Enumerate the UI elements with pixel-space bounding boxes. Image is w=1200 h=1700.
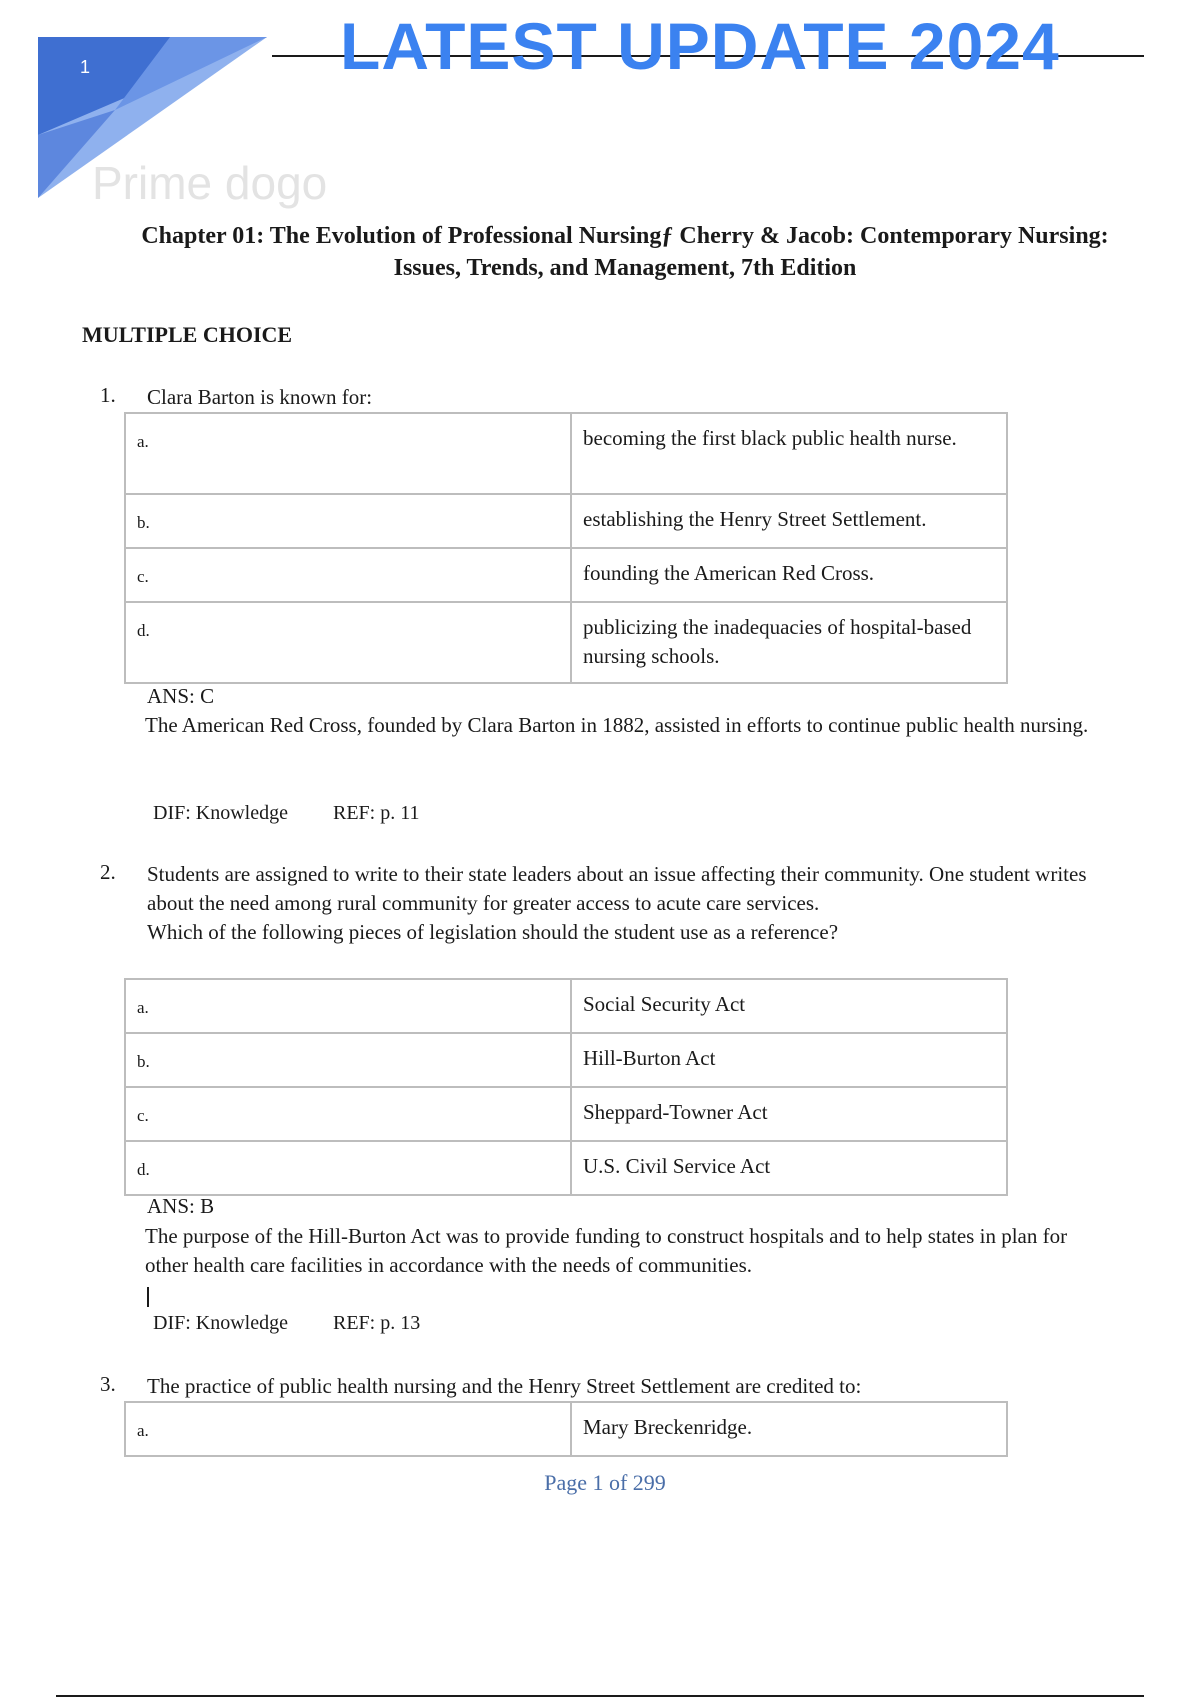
question-2-stem: Students are assigned to write to their state leaders about an issue affecting their community. One student writes about the need among rural community for greater access to acute care services. (147, 862, 1087, 915)
choice-row[interactable] (125, 548, 1007, 602)
question-2-number: 2. (100, 860, 116, 884)
question-1-rationale: The American Red Cross, founded by Clara Barton in 1882, assisted in efforts to continue public health nursing. (145, 713, 1089, 737)
question-1-answer: ANS: C (147, 684, 215, 708)
choice-text: U.S. Civil Service Act (571, 1141, 1007, 1195)
question-2-prompt: Which of the following pieces of legislation should the student use as a reference? (147, 920, 839, 944)
choice-text: Mary Breckenridge. (571, 1402, 1007, 1456)
choice-text: becoming the first black public health nurse. (571, 413, 1007, 494)
question-2-answer: ANS: B (147, 1194, 215, 1218)
brand-watermark: Prime dogo (92, 157, 328, 209)
bottom-rule (56, 1695, 1144, 1697)
question-1-text (147, 383, 1097, 412)
question-2-meta (153, 1312, 420, 1335)
choice-row[interactable] (125, 602, 1007, 683)
difficulty-label: DIF: Knowledge (153, 1312, 288, 1334)
difficulty-label: DIF: Knowledge (153, 802, 288, 824)
choice-text: Sheppard-Towner Act (571, 1087, 1007, 1141)
choice-text: founding the American Red Cross. (571, 548, 1007, 602)
choice-letter: c. (125, 548, 571, 602)
page-number-badge: 1 (80, 57, 91, 77)
choice-letter: b. (125, 1033, 571, 1087)
banner-title: LATEST UPDATE 2024 (340, 9, 1060, 83)
question-3-choices (124, 1401, 1008, 1457)
choice-row[interactable] (125, 1087, 1007, 1141)
choice-letter: c. (125, 1087, 571, 1141)
question-1-stem: Clara Barton is known for: (147, 385, 373, 409)
question-2-rationale: The purpose of the Hill-Burton Act was to provide funding to construct hospitals and to help states in plan for other health care facilities in accordance with the needs of communities. (145, 1224, 1068, 1277)
question-3-number: 3. (100, 1372, 116, 1396)
choice-text: Hill-Burton Act (571, 1033, 1007, 1087)
choice-row[interactable] (125, 413, 1007, 494)
choice-letter: d. (125, 602, 571, 683)
question-1-choices (124, 412, 1008, 684)
question-1-number: 1. (100, 383, 116, 407)
question-3-text (147, 1372, 1097, 1401)
text-cursor-mark (147, 1287, 149, 1307)
choice-text: establishing the Henry Street Settlement. (571, 494, 1007, 548)
section-heading: MULTIPLE CHOICE (82, 322, 293, 347)
choice-text: publicizing the inadequacies of hospital-based nursing schools. (571, 602, 1007, 683)
footer-page-label: Page 1 of 299 (544, 1470, 666, 1495)
choice-row[interactable] (125, 979, 1007, 1033)
choice-row[interactable] (125, 1402, 1007, 1456)
question-3-stem: The practice of public health nursing and the Henry Street Settlement are credited to: (147, 1374, 862, 1398)
question-1-meta (153, 802, 419, 825)
choice-letter: a. (125, 979, 571, 1033)
question-2-text (147, 860, 1097, 947)
choice-row[interactable] (125, 1141, 1007, 1195)
chapter-title: Chapter 01: The Evolution of Professional Nursingƒ Cherry & Jacob: Contemporary Nursing: Issues, Trends, and Management, 7th Edition (141, 223, 1109, 281)
choice-text: Social Security Act (571, 979, 1007, 1033)
choice-row[interactable] (125, 1033, 1007, 1087)
question-2-choices (124, 978, 1008, 1196)
choice-letter: d. (125, 1141, 571, 1195)
choice-letter: b. (125, 494, 571, 548)
reference-label: REF: p. 11 (332, 802, 420, 824)
choice-letter: a. (125, 413, 571, 494)
choice-letter: a. (125, 1402, 571, 1456)
reference-label: REF: p. 13 (332, 1312, 421, 1334)
choice-row[interactable] (125, 494, 1007, 548)
